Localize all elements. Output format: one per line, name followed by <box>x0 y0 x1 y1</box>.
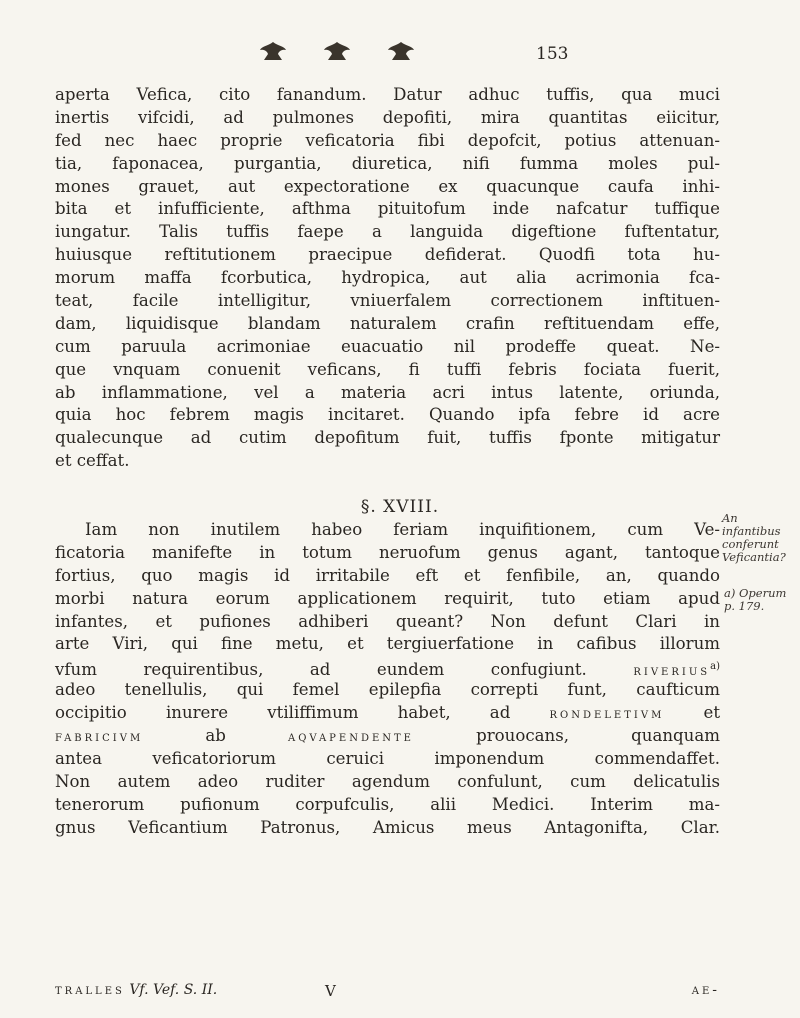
text-span: occipitio inurere vtiliffimum habet, ad <box>55 703 511 723</box>
text-line: fed nec haec proprie veficatoria fibi depofcit, potius attenuan- <box>55 130 720 150</box>
text-line: que vnquam conuenit veficans, fi tuffi febris fociata fuerit, <box>55 359 720 379</box>
text-line: morum maffa fcorbutica, hydropica, aut alia acrimonia fca- <box>55 268 720 288</box>
text-line: ficatoria manifefte in totum neruofum genus agant, tantoque <box>55 542 720 562</box>
text-span: prouocans, quanquam <box>476 726 720 746</box>
text-line: Non autem adeo ruditer agendum confulunt, cum delicatulis <box>55 771 720 791</box>
text-line: mones grauet, aut expectoratione ex quacunque caufa inhi- <box>55 176 720 196</box>
text-line: tia, faponacea, purgantia, diuretica, nifi fumma moles pul- <box>55 153 720 173</box>
text-span: et <box>703 703 720 723</box>
author-name-rondeletius: rondeletivm <box>549 706 665 723</box>
text-line: infantes, et pufiones adhiberi queant? Non defunt Clari in <box>55 611 720 631</box>
signature-mark: V <box>325 982 336 1000</box>
text-line: qualecunque ad cutim depofitum fuit, tuffis fponte mitigatur <box>55 428 720 448</box>
margin-note-question: An infantibus conferunt Veficantia? <box>722 511 786 564</box>
catchword: ae- <box>691 982 720 998</box>
text-line <box>55 702 720 725</box>
text-line: teat, facile intelligitur, vniuerfalem correctionem inftituen- <box>55 291 720 311</box>
author-name-riverius: riverius <box>633 663 711 680</box>
signature-reference: Vf. Vef. S. II. <box>129 982 218 998</box>
paragraph-1 <box>55 84 720 473</box>
author-name-tralles: tralles <box>55 982 125 998</box>
author-name-aquapendente: aqvapendente <box>287 729 414 746</box>
text-line: Iam non inutilem habeo feriam inquifitionem, cum Ve- <box>85 520 720 539</box>
text-span: vfum requirentibus, ad eundem confugiunt. <box>55 660 587 680</box>
text-line: fortius, quo magis id irritabile eft et fenfibile, an, quando <box>55 565 720 585</box>
text-line: et ceffat. <box>55 451 130 471</box>
text-line: dam, liquidisque blandam naturalem crafin reftituendam effe, <box>55 313 720 333</box>
fleuron-icon <box>322 40 352 62</box>
header-ornaments <box>258 40 416 62</box>
fleuron-icon <box>386 40 416 62</box>
text-line: arte Viri, qui fine metu, et tergiuerfatione in cafibus illorum <box>55 634 720 654</box>
text-line: quia hoc febrem magis incitaret. Quando ipfa febre id acre <box>55 405 720 425</box>
text-line <box>55 725 720 748</box>
text-span: ab <box>205 726 226 746</box>
text-line: tenerorum pufionum corpufculis, alii Medici. Interim ma- <box>55 794 720 814</box>
text-line <box>55 656 720 679</box>
text-line: aperta Vefica, cito fanandum. Datur adhuc tuffis, qua muci <box>55 85 720 104</box>
text-line: bita et infufficiente, afthma pituitofum inde nafcatur tuffique <box>55 199 720 219</box>
author-name-fabricius: fabricivm <box>55 729 144 746</box>
text-line: antea veficatoriorum ceruici imponendum commendaffet. <box>55 748 720 768</box>
text-line: inertis vifcidi, ad pulmones depofiti, mira quantitas eiicitur, <box>55 107 720 127</box>
text-line: morbi natura eorum applicationem requirit, tuto etiam apud <box>55 588 720 608</box>
text-line: gnus Veficantium Patronus, Amicus meus Antagonifta, Clar. <box>55 817 720 837</box>
section-heading: §. XVIII. <box>360 497 440 517</box>
page-number: 153 <box>536 44 569 64</box>
footnote-ref: a) <box>710 661 720 673</box>
text-line: cum paruula acrimoniae euacuatio nil prodeffe queat. Ne- <box>55 336 720 356</box>
text-line: ab inflammatione, vel a materia acri intus latente, oriunda, <box>55 382 720 402</box>
paragraph-2 <box>55 519 720 839</box>
fleuron-icon <box>258 40 288 62</box>
margin-note-footnote: a) Operum p. 179. <box>724 586 787 613</box>
text-line: huiusque reftitutionem praecipue defiderat. Quodfi tota hu- <box>55 245 720 265</box>
text-line: adeo tenellulis, qui femel epilepfia correpti funt, caufticum <box>55 680 720 700</box>
text-line: iungatur. Talis tuffis faepe a languida digeftione fuftentatur, <box>55 222 720 242</box>
